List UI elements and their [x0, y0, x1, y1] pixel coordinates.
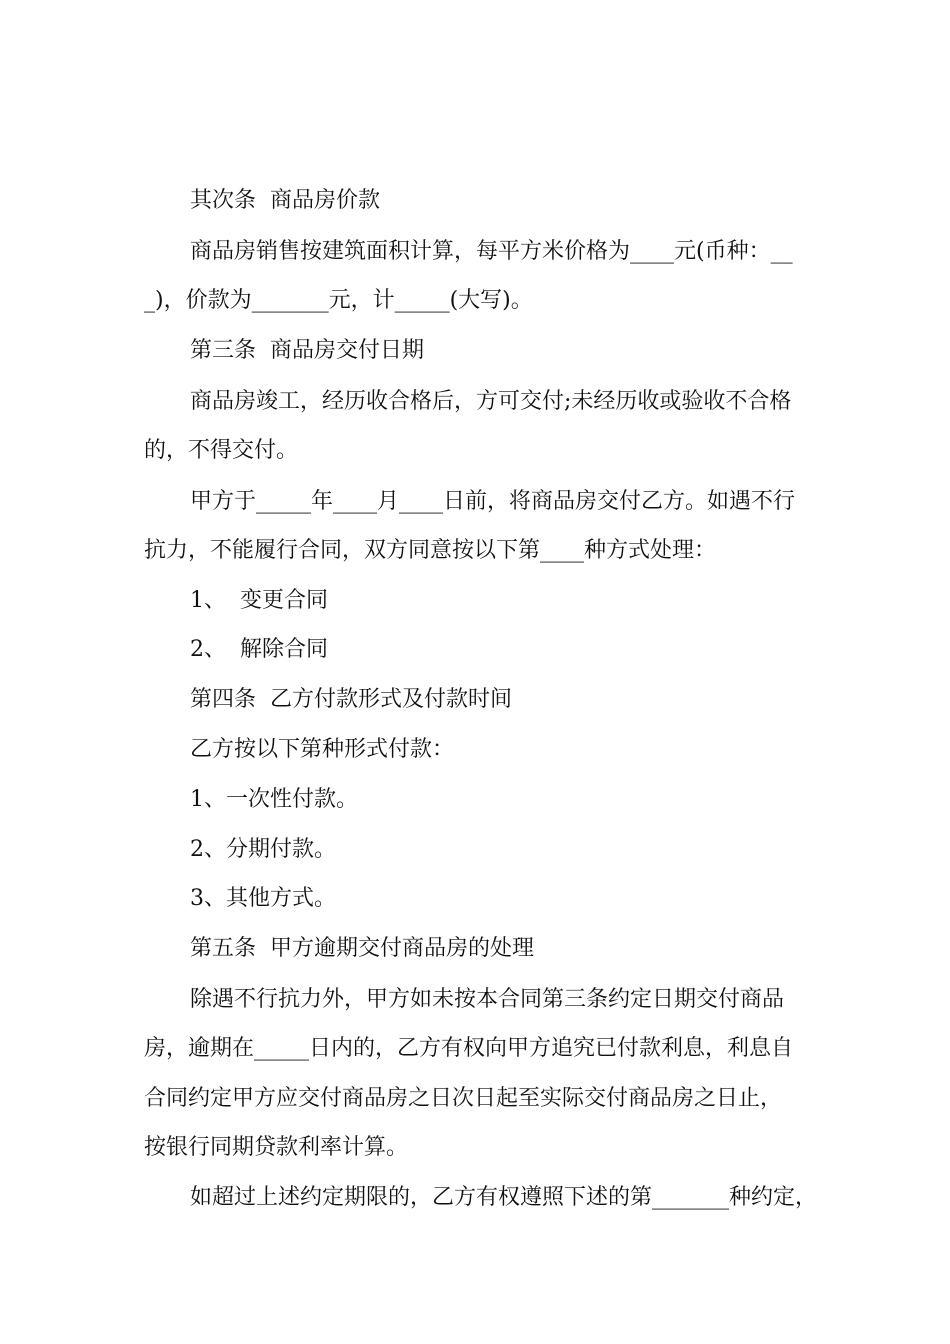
paragraph-line: 的，不得交付。: [144, 438, 299, 463]
paragraph-line: 如超过上述约定期限的，乙方有权遵照下述的第_______种约定，: [190, 1185, 818, 1210]
paragraph-line: _)，价款为_______元，计_____(大写)。: [144, 288, 533, 313]
list-item: 1、 变更合同: [190, 588, 328, 613]
paragraph-line: 乙方按以下第种形式付款：: [190, 737, 455, 762]
article-3-heading: 第三条 商品房交付日期: [190, 338, 424, 363]
article-4-heading: 第四条 乙方付款形式及付款时间: [190, 687, 512, 712]
list-item: 1、一次性付款。: [190, 787, 358, 812]
paragraph-line: 抗力，不能履行合同，双方同意按以下第____种方式处理：: [144, 538, 717, 563]
list-item: 2、 解除合同: [190, 637, 328, 662]
paragraph-line: 商品房销售按建筑面积计算，每平方米价格为____元(币种：__: [190, 239, 793, 264]
paragraph-line: 除遇不行抗力外，甲方如未按本合同第三条约定日期交付商品: [190, 987, 785, 1012]
list-item: 3、其他方式。: [190, 886, 336, 911]
paragraph-line: 房，逾期在_____日内的，乙方有权向甲方追究已付款利息，利息自: [144, 1036, 794, 1061]
list-item: 2、分期付款。: [190, 837, 336, 862]
paragraph-line: 商品房竣工，经历收合格后，方可交付;未经历收或验收不合格: [190, 389, 792, 414]
paragraph-line: 甲方于_____年____月____日前，将商品房交付乙方。如遇不行: [190, 489, 796, 514]
article-2-heading: 其次条 商品房价款: [190, 188, 380, 213]
article-5-heading: 第五条 甲方逾期交付商品房的处理: [190, 936, 534, 961]
paragraph-line: 按银行同期贷款利率计算。: [144, 1135, 409, 1160]
paragraph-line: 合同约定甲方应交付商品房之日次日起至实际交付商品房之日止，: [144, 1086, 783, 1111]
